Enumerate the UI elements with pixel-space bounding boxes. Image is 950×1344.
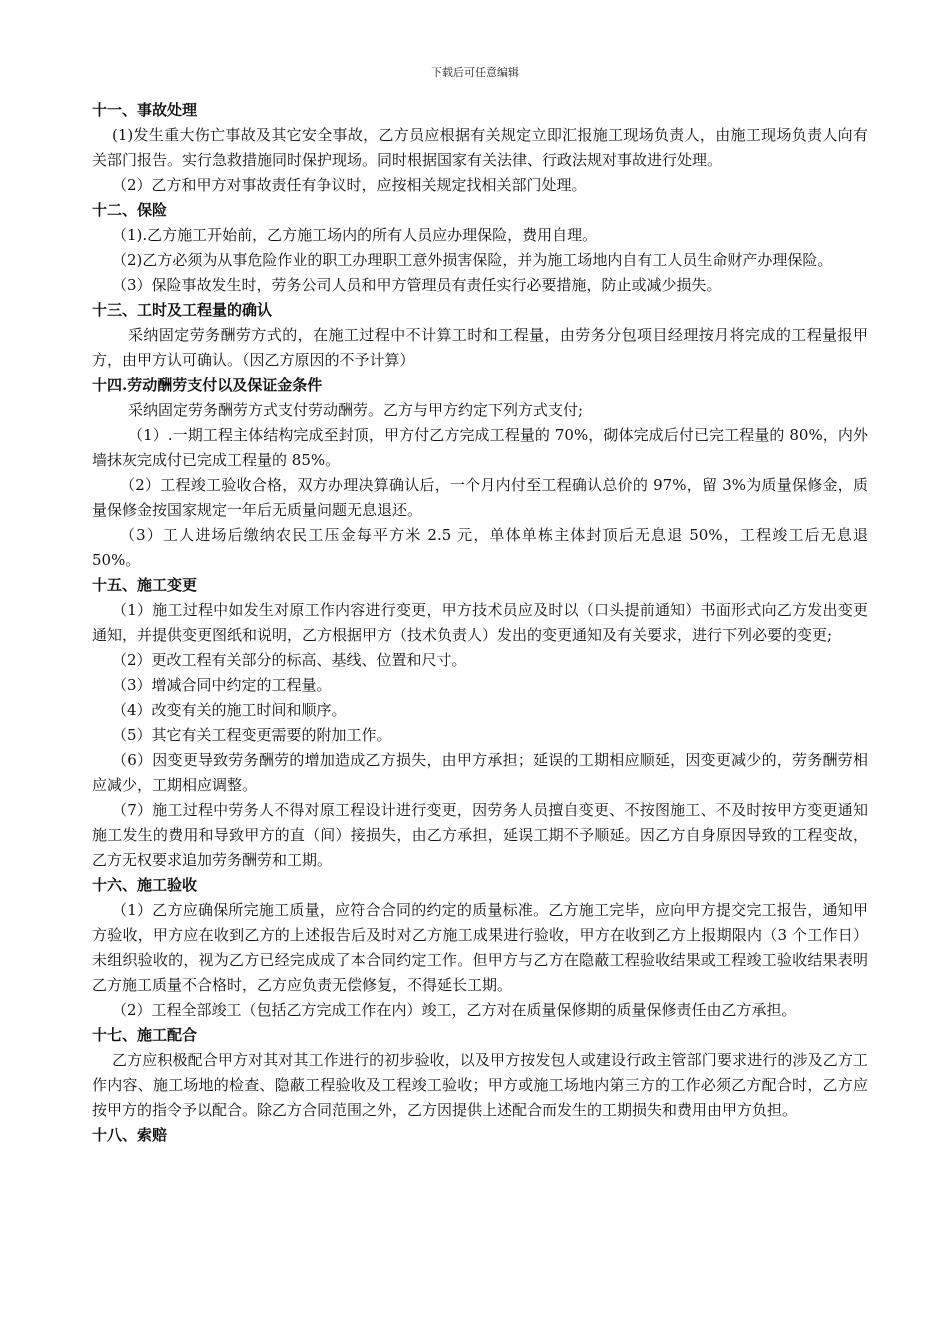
paragraph: （6）因变更导致劳务酬劳的增加造成乙方损失，由甲方承担；延误的工期相应顺延，因变更减少的，劳务酬劳相应减少，工期相应调整。 (92, 751, 868, 794)
section-heading: 十一、事故处理 (92, 101, 198, 119)
paragraph: (1)发生重大伤亡事故及其它安全事故，乙方员应根据有关规定立即汇报施工现场负责人，由施工现场负责人向有关部门报告。实行急救措施同时保护现场。同时根据国家有关法律、行政法规对事故进行处理。 (92, 126, 868, 169)
section-heading: 十二、保险 (92, 201, 168, 219)
paragraph: （1）施工过程中如发生对原工作内容进行变更，甲方技术员应及时以（口头提前通知）书面形式向乙方发出变更通知，并提供变更图纸和说明，乙方根据甲方（技术负责人）发出的变更通知及有关要求，进行下列必要的变更; (92, 601, 868, 644)
section-heading: 十六、施工验收 (92, 876, 198, 894)
document-body (92, 98, 868, 1148)
paragraph: 采纳固定劳务酬劳方式支付劳动酬劳。乙方与甲方约定下列方式支付; (128, 401, 584, 419)
paragraph: （1）.一期工程主体结构完成至封顶，甲方付乙方完成工程量的 70%，砌体完成后付已完工程量的 80%，内外墙抹灰完成付已完成工程量的 85%。 (92, 426, 868, 469)
paragraph: （4）改变有关的施工时间和顺序。 (112, 701, 347, 719)
paragraph: （2）更改工程有关部分的标高、基线、位置和尺寸。 (112, 651, 467, 669)
section-heading: 十四.劳动酬劳支付以及保证金条件 (92, 376, 323, 394)
section-heading: 十八、索赔 (92, 1126, 168, 1144)
paragraph: （3）保险事故发生时，劳务公司人员和甲方管理员有责任实行必要措施，防止或减少损失。 (112, 276, 722, 294)
paragraph: 采纳固定劳务酬劳方式的，在施工过程中不计算工时和工程量，由劳务分包项目经理按月将完成的工程量报甲方，由甲方认可确认。（因乙方原因的不予计算） (92, 326, 868, 369)
section-heading: 十七、施工配合 (92, 1026, 198, 1044)
paragraph: （1）乙方应确保所完施工质量，应符合合同的约定的质量标准。乙方施工完毕，应向甲方提交完工报告，通知甲方验收，甲方应在收到乙方的上述报告后及时对乙方施工成果进行验收，甲方在收到乙方上报期限内（3 个工作日）未组织验收的，视为乙方已经完成成了本合同约定工作。但甲方与乙方在隐蔽工程验收结果或工程竣工验收结果表明乙方施工质量不合格时，乙方应负责无偿修复，不得延长工期。 (92, 901, 868, 994)
section-heading: 十三、工时及工程量的确认 (92, 301, 273, 319)
paragraph: （2)乙方必须为从事危险作业的职工办理职工意外损害保险，并为施工场地内自有工人员生命财产办理保险。 (112, 251, 833, 269)
paragraph: （7）施工过程中劳务人不得对原工程设计进行变更，因劳务人员擅自变更、不按图施工、不及时按甲方变更通知施工发生的费用和导致甲方的直（间）接损失，由乙方承担，延误工期不予顺延。因乙方自身原因导致的工程变故，乙方无权要求追加劳务酬劳和工期。 (92, 801, 868, 869)
paragraph: （2）工程竣工验收合格，双方办理决算确认后，一个月内付至工程确认总价的 97%，留 3%为质量保修金，质量保修金按国家规定一年后无质量问题无息退还。 (92, 476, 868, 519)
paragraph: （2）工程全部竣工（包括乙方完成工作在内）竣工，乙方对在质量保修期的质量保修责任由乙方承担。 (112, 1001, 797, 1019)
paragraph: （1).乙方施工开始前，乙方施工场内的所有人员应办理保险，费用自理。 (112, 226, 598, 244)
paragraph: 乙方应积极配合甲方对其对其工作进行的初步验收，以及甲方按发包人或建设行政主管部门要求进行的涉及乙方工作内容、施工场地的检查、隐蔽工程验收及工程竣工验收；甲方或施工场地内第三方的工作必须乙方配合时，乙方应按甲方的指令予以配合。除乙方合同范围之外，乙方因提供上述配合而发生的工期损失和费用由甲方负担。 (92, 1051, 868, 1119)
paragraph: （3）工人进场后缴纳农民工压金每平方米 2.5 元，单体单栋主体封顶后无息退 50%，工程竣工后无息退 50%。 (92, 526, 868, 569)
paragraph: （2）乙方和甲方对事故责任有争议时，应按相关规定找相关部门处理。 (112, 176, 587, 194)
paragraph: （3）增减合同中约定的工程量。 (112, 676, 332, 694)
page-header: 下载后可任意编辑 (431, 66, 519, 79)
paragraph: （5）其它有关工程变更需要的附加工作。 (112, 726, 392, 744)
section-heading: 十五、施工变更 (92, 576, 198, 594)
